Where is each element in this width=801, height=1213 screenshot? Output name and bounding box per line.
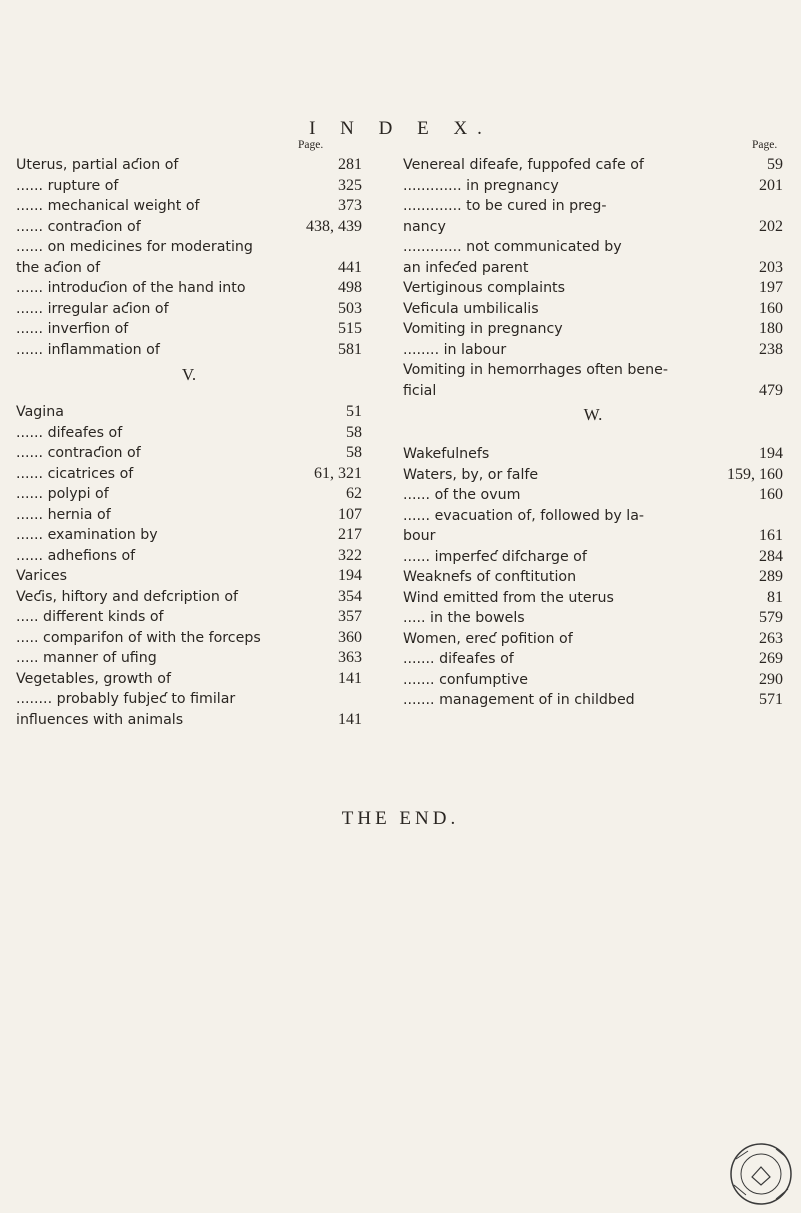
index-entry-label: ...... cicatrices of bbox=[16, 465, 134, 482]
index-entry-label: Vertiginous complaints bbox=[403, 280, 566, 296]
index-entry-page: 201 bbox=[759, 176, 783, 194]
index-entry-label: ...... irregular aƈion of bbox=[16, 300, 169, 317]
index-entry-label: Varices bbox=[16, 568, 67, 584]
index-entry bbox=[16, 402, 362, 423]
index-entry-page: 58 bbox=[346, 423, 362, 441]
index-entry bbox=[403, 567, 783, 588]
index-entry bbox=[403, 608, 783, 629]
index-entry-page: 159, 160 bbox=[727, 465, 783, 483]
index-entry bbox=[403, 278, 783, 299]
index-entry-label: ...... contraƈion of bbox=[16, 218, 141, 235]
index-entry-page: 58 bbox=[346, 444, 362, 461]
index-entry-label: ............. in pregnancy bbox=[403, 177, 559, 194]
index-entry-page: 322 bbox=[338, 546, 362, 564]
index-entry-label: Vomiting in hemorrhages often bene- bbox=[403, 362, 669, 378]
index-entry-page: 238 bbox=[759, 340, 783, 358]
index-entry-page: 503 bbox=[338, 299, 362, 317]
index-entry-label: ...... rupture of bbox=[16, 177, 119, 194]
index-column-left-v-heading bbox=[16, 358, 362, 392]
index-entry-page: 373 bbox=[338, 197, 362, 214]
index-column-right-v bbox=[403, 155, 783, 401]
index-entry bbox=[403, 217, 783, 238]
index-entry-label: ..... different kinds of bbox=[16, 609, 164, 625]
index-entry-page: 141 bbox=[338, 710, 362, 728]
letter-heading-w: W. bbox=[583, 405, 603, 424]
index-entry-page: 290 bbox=[759, 670, 783, 688]
index-entry-page: 438, 439 bbox=[306, 217, 362, 235]
index-entry-label: ....... confumptive bbox=[403, 671, 528, 688]
index-entry-label: Veficula umbilicalis bbox=[403, 300, 539, 317]
index-entry-page: 498 bbox=[338, 279, 362, 296]
index-entry-label: ...... inverfion of bbox=[16, 321, 129, 337]
index-entry-label: ..... in the bowels bbox=[403, 610, 525, 626]
index-entry-page: 263 bbox=[759, 629, 783, 647]
index-entry bbox=[16, 443, 362, 464]
index-entry bbox=[403, 258, 783, 279]
index-entry-label: ..... manner of ufing bbox=[16, 650, 157, 666]
index-entry-page: 571 bbox=[759, 691, 783, 708]
index-entry-label: ........ in labour bbox=[403, 341, 507, 358]
page-column-heading-left: Page. bbox=[298, 139, 324, 151]
index-entry bbox=[16, 484, 362, 505]
index-entry-label: Vagina bbox=[16, 404, 64, 420]
index-entry bbox=[16, 196, 362, 217]
index-entry-label: the aƈion of bbox=[16, 259, 101, 276]
index-entry bbox=[16, 689, 362, 710]
index-entry-label: ...... polypi of bbox=[16, 486, 109, 502]
index-entry-page: 161 bbox=[759, 527, 783, 544]
index-entry-label: Women, ereƈ pofition of bbox=[403, 630, 573, 647]
index-entry-page: 160 bbox=[759, 486, 783, 503]
index-entry bbox=[16, 155, 362, 176]
index-entry bbox=[16, 278, 362, 299]
index-entry-label: ...... imperfeƈ difcharge of bbox=[403, 548, 587, 565]
index-entry-label: Vomiting in pregnancy bbox=[403, 321, 563, 337]
index-entry-page: 325 bbox=[338, 176, 362, 194]
index-entry-page: 581 bbox=[338, 340, 362, 358]
index-entry-label: ...... on medicines for moderating bbox=[16, 239, 253, 255]
index-entry-label: influences with animals bbox=[16, 711, 184, 728]
index-entry-page: 180 bbox=[759, 320, 783, 337]
index-entry bbox=[16, 505, 362, 526]
letter-heading-v: V. bbox=[181, 365, 197, 384]
index-entry-page: 289 bbox=[759, 568, 783, 585]
index-entry bbox=[403, 237, 783, 258]
index-entry-page: 269 bbox=[759, 650, 783, 667]
index-entry-label: nancy bbox=[403, 218, 446, 235]
index-entry bbox=[403, 506, 783, 527]
index-entry bbox=[403, 465, 783, 486]
index-entry-page: 141 bbox=[338, 669, 362, 687]
index-entry-page: 160 bbox=[759, 299, 783, 317]
index-entry-label: ...... examination by bbox=[16, 527, 158, 543]
index-entry-page: 479 bbox=[759, 381, 783, 399]
index-entry bbox=[403, 360, 783, 381]
index-entry bbox=[16, 237, 362, 258]
index-entry bbox=[16, 566, 362, 587]
index-entry-label: Wind emitted from the uterus bbox=[403, 589, 614, 606]
index-entry bbox=[403, 485, 783, 506]
index-entry bbox=[16, 340, 362, 361]
index-entry-label: ...... mechanical weight of bbox=[16, 198, 200, 214]
index-entry bbox=[16, 587, 362, 608]
index-entry bbox=[16, 669, 362, 690]
index-entry-page: 62 bbox=[346, 485, 362, 502]
index-entry-page: 357 bbox=[338, 608, 362, 625]
index-entry-label: ...... inflammation of bbox=[16, 341, 160, 358]
index-entry bbox=[403, 690, 783, 711]
index-column-right-w-heading bbox=[403, 398, 783, 432]
index-entry bbox=[16, 299, 362, 320]
index-entry bbox=[403, 176, 783, 197]
index-entry bbox=[403, 196, 783, 217]
index-column-right-w bbox=[403, 444, 783, 711]
index-entry-page: 202 bbox=[759, 217, 783, 235]
index-column-left-u bbox=[16, 155, 362, 360]
index-entry-page: 61, 321 bbox=[314, 464, 362, 482]
index-entry bbox=[403, 319, 783, 340]
index-entry bbox=[16, 319, 362, 340]
the-end: THE END. bbox=[341, 808, 460, 829]
index-entry-page: 515 bbox=[338, 320, 362, 337]
index-entry-label: ...... contraƈion of bbox=[16, 445, 141, 461]
index-entry-page: 579 bbox=[759, 609, 783, 626]
index-entry bbox=[16, 525, 362, 546]
index-entry-page: 281 bbox=[338, 156, 362, 173]
index-entry-label: an infeƈed parent bbox=[403, 259, 529, 276]
index-entry bbox=[403, 526, 783, 547]
library-stamp-icon bbox=[726, 1139, 796, 1209]
index-entry-page: 107 bbox=[338, 505, 362, 523]
index-entry bbox=[16, 423, 362, 444]
index-entry-label: Veƈis, hiftory and defcription of bbox=[16, 588, 239, 605]
index-entry-label: ...... of the ovum bbox=[403, 487, 521, 503]
index-entry-label: Weaknefs of conftitution bbox=[403, 569, 577, 585]
index-entry bbox=[16, 217, 362, 238]
index-entry bbox=[403, 340, 783, 361]
index-entry-label: ...... adhefions of bbox=[16, 547, 136, 564]
index-entry-label: ........ probably fubjeƈ to fimilar bbox=[16, 691, 236, 707]
index-entry-label: ...... introduƈion of the hand into bbox=[16, 280, 246, 296]
index-entry-label: ............. not communicated by bbox=[403, 239, 622, 255]
index-entry bbox=[403, 649, 783, 670]
index-entry-page: 194 bbox=[759, 445, 783, 462]
index-column-left-v bbox=[16, 402, 362, 730]
index-entry bbox=[403, 629, 783, 650]
index-entry bbox=[16, 648, 362, 669]
index-entry bbox=[403, 155, 783, 176]
index-entry-label: Uterus, partial aƈion of bbox=[16, 157, 179, 173]
index-entry-label: Vegetables, growth of bbox=[16, 670, 171, 687]
index-entry-page: 284 bbox=[759, 547, 783, 565]
index-entry bbox=[16, 710, 362, 731]
index-entry bbox=[403, 547, 783, 568]
index-entry-label: ............. to be cured in preg- bbox=[403, 198, 607, 214]
index-entry-page: 51 bbox=[346, 403, 362, 420]
index-entry-page: 363 bbox=[338, 649, 362, 666]
index-entry-label: ..... comparifon of with the forceps bbox=[16, 629, 261, 646]
index-entry-page: 354 bbox=[338, 587, 362, 605]
index-entry-label: ...... evacuation of, followed by la- bbox=[403, 507, 645, 524]
index-entry bbox=[403, 670, 783, 691]
index-entry-label: bour bbox=[403, 528, 436, 544]
index-entry-label: ficial bbox=[403, 382, 437, 399]
index-entry-page: 81 bbox=[767, 588, 783, 606]
index-entry-label: ....... management of in childbed bbox=[403, 692, 635, 708]
index-entry-label: ....... difeafes of bbox=[403, 651, 514, 667]
index-entry-page: 194 bbox=[338, 567, 362, 584]
index-entry-page: 217 bbox=[338, 526, 362, 543]
page-title: I N D E X. bbox=[309, 118, 492, 139]
index-entry bbox=[403, 444, 783, 465]
index-entry-label: Wakefulnefs bbox=[403, 446, 490, 462]
index-entry-page: 360 bbox=[338, 628, 362, 646]
index-entry-label: ...... difeafes of bbox=[16, 424, 123, 441]
index-entry-label: Venereal difeafe, fuppofed cafe of bbox=[403, 157, 644, 173]
index-entry bbox=[16, 258, 362, 279]
index-entry-page: 197 bbox=[759, 279, 783, 296]
index-entry bbox=[16, 176, 362, 197]
index-entry bbox=[16, 546, 362, 567]
index-entry-page: 203 bbox=[759, 258, 783, 276]
index-entry bbox=[16, 628, 362, 649]
index-entry-label: Waters, by, or falfe bbox=[403, 466, 539, 483]
index-entry-page: 59 bbox=[767, 156, 783, 173]
index-entry bbox=[16, 464, 362, 485]
page-column-heading-right: Page. bbox=[752, 139, 778, 151]
index-entry-label: ...... hernia of bbox=[16, 506, 111, 523]
index-entry bbox=[16, 607, 362, 628]
index-entry bbox=[403, 588, 783, 609]
index-entry-page: 441 bbox=[338, 258, 362, 276]
index-entry bbox=[403, 299, 783, 320]
